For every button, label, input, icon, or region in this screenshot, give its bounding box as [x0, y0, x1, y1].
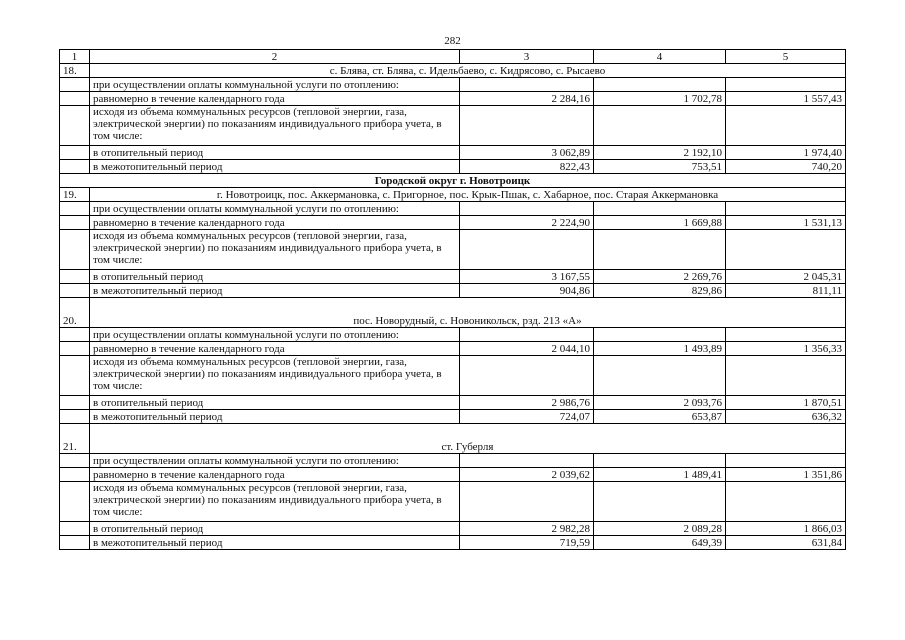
offseason-period-row-value: 724,07: [460, 410, 594, 424]
row-number-cell: [60, 230, 90, 270]
row-number-cell: [60, 284, 90, 298]
payment-label-row: [60, 78, 846, 92]
payment-label-row: [60, 328, 846, 342]
entry-number: 20.: [60, 298, 90, 328]
uniform-payment-row-label: равномерно в течение календарного года: [90, 216, 460, 230]
empty-cell: [594, 356, 726, 396]
payment-label: при осуществлении оплаты коммунальной услуги по отоплению:: [90, 78, 460, 92]
empty-cell: [726, 106, 846, 146]
heating-period-row-value: 2 093,76: [594, 396, 726, 410]
tariff-table: [59, 49, 846, 550]
meter-description: исходя из объема коммунальных ресурсов (тепловой энергии, газа, электрической энергии) по показаниям индивидуального прибора учета, в том числе:: [90, 482, 460, 522]
heating-period-row-value: 1 866,03: [726, 522, 846, 536]
empty-cell: [726, 230, 846, 270]
uniform-payment-row: [60, 468, 846, 482]
heating-period-row-value: 3 062,89: [460, 146, 594, 160]
locality-row: [60, 298, 846, 328]
column-number-1: 1: [60, 50, 90, 64]
uniform-payment-row-label: равномерно в течение календарного года: [90, 92, 460, 106]
empty-cell: [726, 454, 846, 468]
column-number-3: 3: [460, 50, 594, 64]
uniform-payment-row-value: 1 489,41: [594, 468, 726, 482]
empty-cell: [460, 454, 594, 468]
uniform-payment-row-label: равномерно в течение календарного года: [90, 342, 460, 356]
heating-period-row: [60, 146, 846, 160]
row-number-cell: [60, 536, 90, 550]
heating-period-row-value: 3 167,55: [460, 270, 594, 284]
row-number-cell: [60, 342, 90, 356]
row-number-cell: [60, 270, 90, 284]
empty-cell: [594, 78, 726, 92]
empty-cell: [460, 356, 594, 396]
meter-description-row: [60, 356, 846, 396]
heating-period-row-value: 1 870,51: [726, 396, 846, 410]
uniform-payment-row-value: 1 702,78: [594, 92, 726, 106]
entry-number: 19.: [60, 188, 90, 202]
offseason-period-row-value: 753,51: [594, 160, 726, 174]
heating-period-row: [60, 270, 846, 284]
heating-period-row-value: 2 045,31: [726, 270, 846, 284]
entry-number: 18.: [60, 64, 90, 78]
uniform-payment-row-value: 2 039,62: [460, 468, 594, 482]
heating-period-row: [60, 522, 846, 536]
column-number-row: [60, 50, 846, 64]
empty-cell: [460, 78, 594, 92]
row-number-cell: [60, 454, 90, 468]
heating-period-row-value: 2 982,28: [460, 522, 594, 536]
row-number-cell: [60, 356, 90, 396]
locality-name: с. Блява, ст. Блява, с. Идельбаево, с. Кидрясово, с. Рысаево: [90, 64, 846, 78]
payment-label: при осуществлении оплаты коммунальной услуги по отоплению:: [90, 202, 460, 216]
uniform-payment-row: [60, 92, 846, 106]
offseason-period-row-value: 636,32: [726, 410, 846, 424]
empty-cell: [460, 482, 594, 522]
offseason-period-row: [60, 410, 846, 424]
locality-name: г. Новотроицк, пос. Аккермановка, с. Пригорное, пос. Крык-Пшак, с. Хабарное, пос. Старая Аккермановка: [90, 188, 846, 202]
uniform-payment-row-value: 2 284,16: [460, 92, 594, 106]
uniform-payment-row-value: 1 493,89: [594, 342, 726, 356]
meter-description-row: [60, 106, 846, 146]
row-number-cell: [60, 216, 90, 230]
heating-period-row-label: в отопительный период: [90, 522, 460, 536]
offseason-period-row: [60, 160, 846, 174]
page-number: 282: [444, 35, 461, 47]
row-number-cell: [60, 202, 90, 216]
uniform-payment-row-value: 1 351,86: [726, 468, 846, 482]
tariff-table-body: [60, 50, 846, 550]
row-number-cell: [60, 106, 90, 146]
uniform-payment-row-label: равномерно в течение календарного года: [90, 468, 460, 482]
heating-period-row-label: в отопительный период: [90, 270, 460, 284]
empty-cell: [460, 328, 594, 342]
empty-cell: [594, 106, 726, 146]
row-number-cell: [60, 92, 90, 106]
uniform-payment-row-value: 2 044,10: [460, 342, 594, 356]
row-number-cell: [60, 396, 90, 410]
offseason-period-row-label: в межотопительный период: [90, 160, 460, 174]
heating-period-row-value: 2 986,76: [460, 396, 594, 410]
heating-period-row-value: 2 269,76: [594, 270, 726, 284]
locality-row: [60, 188, 846, 202]
empty-cell: [594, 230, 726, 270]
payment-label-row: [60, 454, 846, 468]
payment-label: при осуществлении оплаты коммунальной услуги по отоплению:: [90, 328, 460, 342]
row-number-cell: [60, 468, 90, 482]
row-number-cell: [60, 78, 90, 92]
meter-description: исходя из объема коммунальных ресурсов (тепловой энергии, газа, электрической энергии) по показаниям индивидуального прибора учета, в том числе:: [90, 356, 460, 396]
offseason-period-row-value: 740,20: [726, 160, 846, 174]
heating-period-row-label: в отопительный период: [90, 396, 460, 410]
uniform-payment-row: [60, 342, 846, 356]
offseason-period-row-value: 829,86: [594, 284, 726, 298]
uniform-payment-row-value: 1 669,88: [594, 216, 726, 230]
offseason-period-row: [60, 284, 846, 298]
row-number-cell: [60, 522, 90, 536]
column-number-2: 2: [90, 50, 460, 64]
offseason-period-row-value: 719,59: [460, 536, 594, 550]
meter-description-row: [60, 482, 846, 522]
uniform-payment-row-value: 1 557,43: [726, 92, 846, 106]
empty-cell: [726, 328, 846, 342]
meter-description: исходя из объема коммунальных ресурсов (тепловой энергии, газа, электрической энергии) по показаниям индивидуального прибора учета, в том числе:: [90, 106, 460, 146]
empty-cell: [726, 482, 846, 522]
meter-description-row: [60, 230, 846, 270]
row-number-cell: [60, 410, 90, 424]
row-number-cell: [60, 160, 90, 174]
offseason-period-row-value: 822,43: [460, 160, 594, 174]
uniform-payment-row: [60, 216, 846, 230]
empty-cell: [594, 202, 726, 216]
offseason-period-row-value: 811,11: [726, 284, 846, 298]
offseason-period-row-value: 904,86: [460, 284, 594, 298]
locality-row: [60, 64, 846, 78]
offseason-period-row-value: 649,39: [594, 536, 726, 550]
empty-cell: [460, 202, 594, 216]
offseason-period-row-label: в межотопительный период: [90, 410, 460, 424]
row-number-cell: [60, 146, 90, 160]
offseason-period-row-value: 631,84: [726, 536, 846, 550]
locality-name: ст. Губерля: [90, 424, 846, 454]
entry-number: 21.: [60, 424, 90, 454]
locality-row: [60, 424, 846, 454]
empty-cell: [726, 202, 846, 216]
empty-cell: [460, 106, 594, 146]
empty-cell: [594, 454, 726, 468]
column-number-4: 4: [594, 50, 726, 64]
empty-cell: [726, 356, 846, 396]
heating-period-row-value: 1 974,40: [726, 146, 846, 160]
region-header-row: [60, 174, 846, 188]
heating-period-row-value: 2 089,28: [594, 522, 726, 536]
uniform-payment-row-value: 1 531,13: [726, 216, 846, 230]
column-number-5: 5: [726, 50, 846, 64]
row-number-cell: [60, 328, 90, 342]
heating-period-row-label: в отопительный период: [90, 146, 460, 160]
payment-label-row: [60, 202, 846, 216]
payment-label: при осуществлении оплаты коммунальной услуги по отоплению:: [90, 454, 460, 468]
region-title: Городской округ г. Новотроицк: [60, 174, 846, 188]
row-number-cell: [60, 482, 90, 522]
empty-cell: [594, 482, 726, 522]
uniform-payment-row-value: 2 224,90: [460, 216, 594, 230]
offseason-period-row-value: 653,87: [594, 410, 726, 424]
empty-cell: [460, 230, 594, 270]
uniform-payment-row-value: 1 356,33: [726, 342, 846, 356]
offseason-period-row-label: в межотопительный период: [90, 536, 460, 550]
offseason-period-row-label: в межотопительный период: [90, 284, 460, 298]
locality-name: пос. Новорудный, с. Новоникольск, рзд. 213 «А»: [90, 298, 846, 328]
heating-period-row-value: 2 192,10: [594, 146, 726, 160]
heating-period-row: [60, 396, 846, 410]
empty-cell: [726, 78, 846, 92]
meter-description: исходя из объема коммунальных ресурсов (тепловой энергии, газа, электрической энергии) по показаниям индивидуального прибора учета, в том числе:: [90, 230, 460, 270]
offseason-period-row: [60, 536, 846, 550]
empty-cell: [594, 328, 726, 342]
